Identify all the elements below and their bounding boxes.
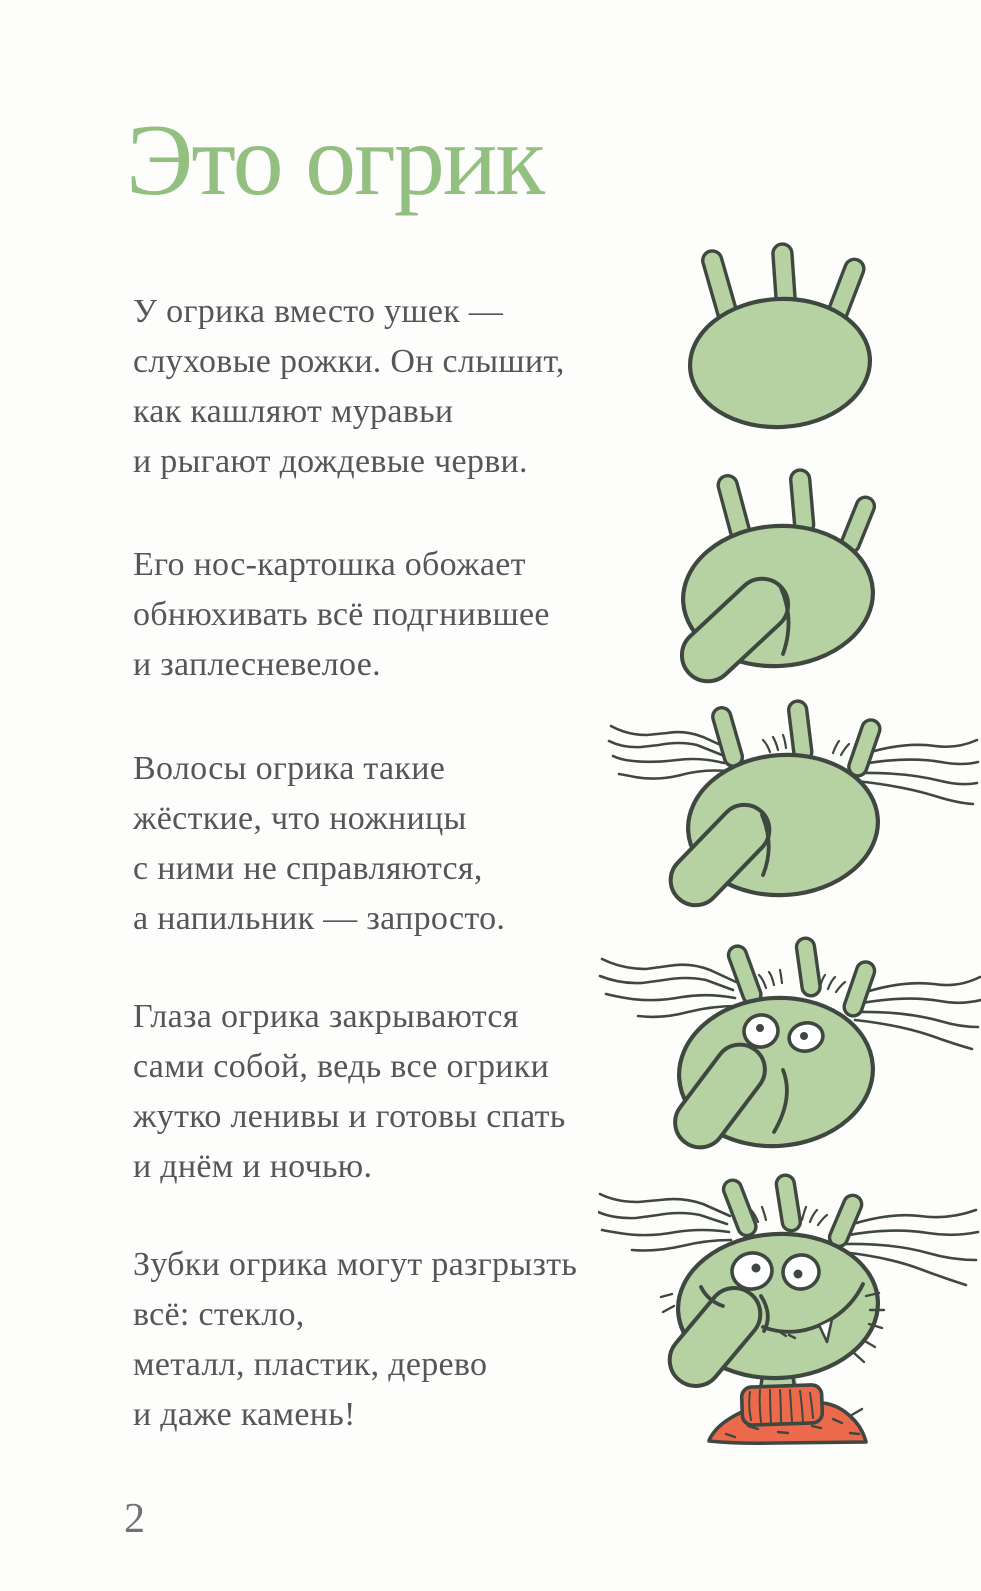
hair-strand — [844, 1244, 976, 1260]
illustration-step4-eyes — [598, 932, 981, 1167]
paragraph-line: а напильник — запросто. — [133, 900, 506, 937]
paragraph-line: Волосы огрика такие — [133, 750, 446, 787]
paragraph-line: жутко ленивы и готовы спать — [133, 1098, 566, 1135]
paragraph-line: и заплесневелое. — [133, 646, 381, 683]
paragraph-line: Зубки огрика могут разгрызть — [133, 1246, 578, 1283]
pupil-right — [800, 1032, 808, 1040]
hair-strand — [598, 1212, 727, 1224]
paragraph-line: и рыгают дождевые черви. — [133, 443, 528, 480]
hair-strand — [606, 994, 735, 1000]
ear-horn-right — [842, 959, 877, 1018]
ear-horn-right — [827, 1193, 865, 1250]
hair-strand — [857, 760, 978, 765]
hair-left — [600, 959, 737, 1017]
ear-horn-middle — [775, 1174, 802, 1232]
illustration-step3-wiry-hair — [605, 695, 980, 917]
hair-strand — [856, 999, 981, 1004]
page-title: Это огрик — [126, 104, 544, 217]
paragraph-line: всё: стекло, — [133, 1296, 305, 1333]
paragraph-line: У огрика вместо ушек — — [133, 293, 504, 330]
paragraph-line: с ними не справляются, — [133, 850, 483, 887]
turtleneck-collar — [741, 1385, 822, 1426]
illustration-step5-complete — [598, 1172, 981, 1464]
ear-horn-left — [711, 706, 745, 769]
paragraph-potato-nose — [133, 540, 550, 690]
page-number: 2 — [124, 1496, 145, 1542]
cheek-stubble-left — [661, 1294, 674, 1312]
hair-strand — [841, 1210, 976, 1228]
paragraph-line: металл, пластик, дерево — [133, 1346, 488, 1383]
illustration-step2-potato-nose — [665, 458, 885, 688]
hair-right — [854, 977, 981, 1049]
pupil-left — [752, 1264, 761, 1273]
hair-strand — [609, 741, 722, 755]
head — [687, 294, 873, 431]
ear-horn-right — [846, 718, 882, 779]
paragraph-line: жёсткие, что ножницы — [133, 800, 467, 837]
hair-strand — [613, 756, 724, 763]
hair-strand — [843, 1231, 978, 1236]
hair-strand — [619, 771, 727, 779]
paragraph-line: сами собой, ведь все огрики — [133, 1048, 550, 1085]
paragraph-eyes — [133, 992, 566, 1192]
hair-left — [598, 1194, 731, 1251]
paragraph-line: и днём и ночью. — [133, 1148, 373, 1185]
pupil-left — [756, 1024, 764, 1032]
paragraph-line: и даже камень! — [133, 1396, 356, 1433]
illustration-step1-ear-horns — [678, 238, 878, 433]
paragraph-line: Его нос-картошка обожает — [133, 546, 526, 583]
pupil-right — [794, 1270, 803, 1279]
hair-strand — [602, 1230, 729, 1235]
paragraph-teeth — [133, 1240, 577, 1440]
paragraph-hearing-horns — [133, 287, 565, 487]
ear-horn-middle — [788, 700, 813, 762]
paragraph-line: Глаза огрика закрываются — [133, 998, 519, 1035]
ear-horn-middle — [795, 937, 821, 997]
hair-strand — [857, 1012, 978, 1027]
hair-left — [609, 726, 727, 779]
paragraph-wiry-hair — [133, 744, 505, 944]
hair-strand — [600, 976, 733, 990]
paragraph-line: обнюхивать всё подгнившее — [133, 596, 550, 633]
paragraph-line: как кашляют муравьи — [133, 393, 454, 430]
ear-horn-left — [721, 1178, 759, 1239]
paragraph-line: слуховые рожки. Он слышит, — [133, 343, 565, 380]
